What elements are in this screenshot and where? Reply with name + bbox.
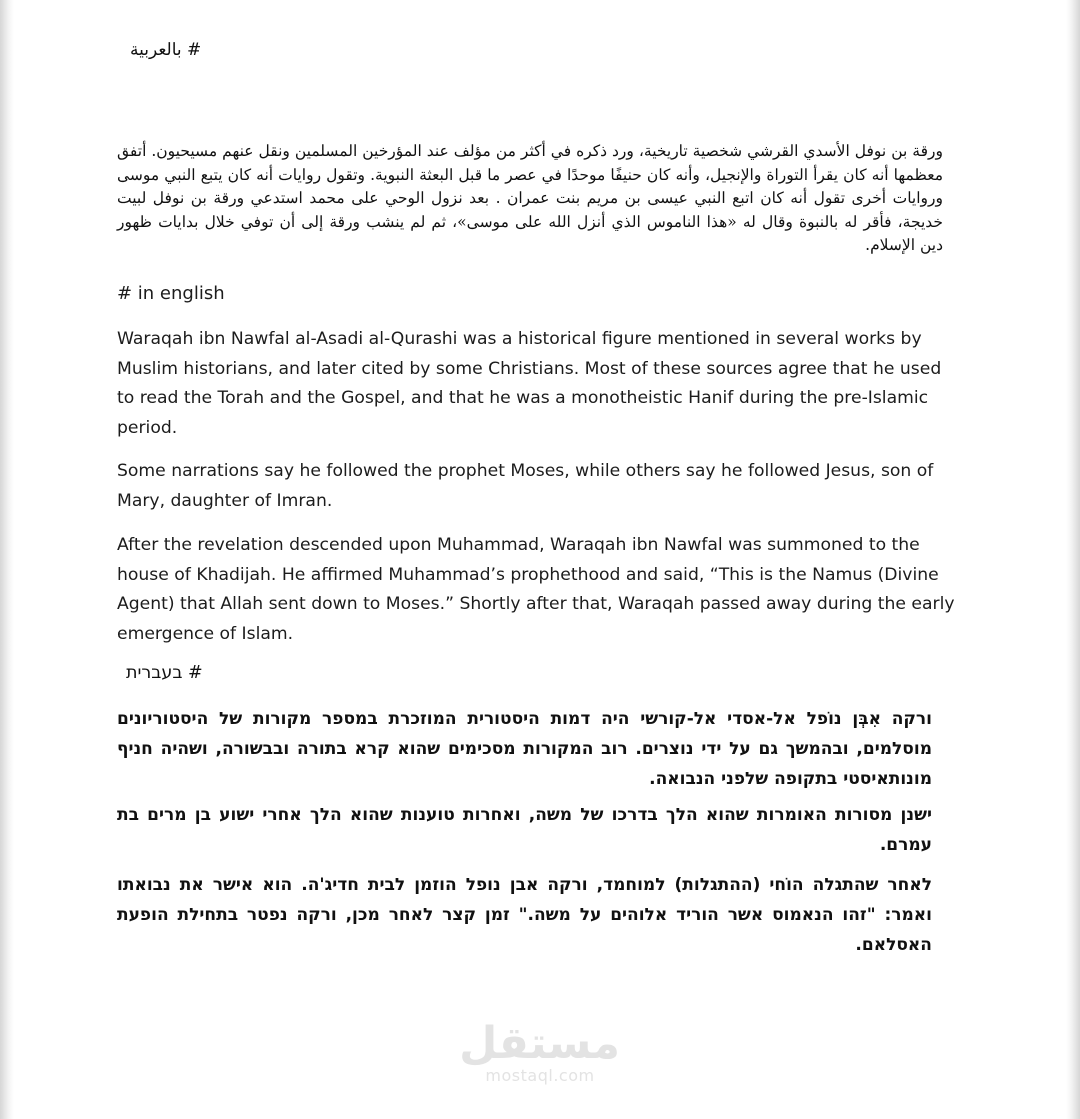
page-edge-right: [1066, 0, 1080, 1119]
hebrew-heading: # בעברית: [126, 663, 203, 683]
english-heading: # in english: [117, 283, 225, 304]
english-paragraph-1: Waraqah ibn Nawfal al-Asadi al-Qurashi was a historical figure mentioned in several works by Muslim historians, and later cited by some Christians. Most of these sources agree that he used to read the Torah and the Gospel, and that he was a monotheistic Hanif during the pre-Islamic period.: [117, 329, 942, 438]
mostaql-watermark: [460, 1020, 620, 1084]
hebrew-paragraph-3: לאחר שהתגלה הוֹחי (ההתגלות) למוחמד, ורקה אבן נופל הוזמן לבית חדיג'ה. הוא אישר את נבואתו ואמר: "זהו הנאמוס אשר הוריד אלוהים על משה." זמן קצר לאחר מכן, ורקה נפטר בתחילת הופעת האסלאם.: [117, 875, 932, 955]
watermark-logo: مستقل: [459, 1018, 620, 1069]
hebrew-paragraph-2: ישנן מסורות האומרות שהוא הלך בדרכו של משה, ואחרות טוענות שהוא הלך אחרי ישוע בן מרים בת עמרם.: [117, 805, 932, 855]
arabic-paragraph: ورقة بن نوفل الأسدي القرشي شخصية تاريخية، ورد ذكره في أكثر من مؤلف عند المؤرخين المسلمين ونقل عنهم مسيحيون. أتفق معظمها أنه كان يقرأ التوراة والإنجيل، وأنه كان حنيفًا موحدًا في عصر ما قبل البعثة النبوية. وتقول روايات أنه كان يتبع النبي موسى وروايات أخرى تقول أنه كان اتبع النبي عيسى بن مريم بنت عمران . بعد نزول الوحي على محمد استدعي ورقة بن نوفل لبيت خديجة، فأقر له بالنبوة وقال له «هذا الناموس الذي أنزل الله على موسى»، ثم لم ينشب ورقة إلى أن توفي خلال بدايات ظهور دين الإسلام.: [117, 142, 943, 254]
english-paragraph-3: After the revelation descended upon Muhammad, Waraqah ibn Nawfal was summoned to the house of Khadijah. He affirmed Muhammad’s prophethood and said, “This is the Namus (Divine Agent) that Allah sent down to Moses.” Shortly after that, Waraqah passed away during the early emergence of Islam.: [117, 535, 955, 644]
arabic-heading: # بالعربية: [130, 40, 202, 60]
page-edge-left: [0, 0, 14, 1119]
english-paragraph-2: Some narrations say he followed the prophet Moses, while others say he followed Jesus, son of Mary, daughter of Imran.: [117, 461, 934, 511]
hebrew-paragraph-1: ורקה אִבְּן נוֹפל אל-אסדי אל-קורשי היה דמות היסטורית המוזכרת במספר מקורות של היסטוריונים מוסלמים, ובהמשך גם על ידי נוצרים. רוב המקורות מסכימים שהוא קרא בתורה ובבשורה, ושהיה חניף מונותאיסטי בתקופה שלפני הנבואה.: [117, 709, 932, 789]
watermark-site: mostaql.com: [485, 1066, 595, 1085]
